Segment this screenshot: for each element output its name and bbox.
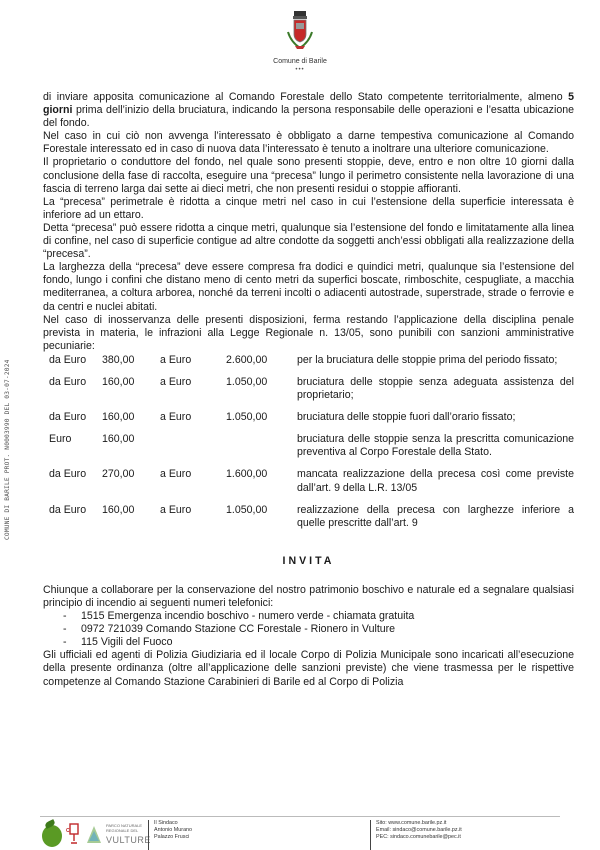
to-label: a Euro [160, 503, 192, 516]
footer-logos [40, 819, 150, 849]
fine-description: mancata realizzazione della precesa così come previste dall’art. 9 della L.R. 13/05 [297, 468, 574, 494]
from-amount: 160,00 [102, 411, 135, 424]
from-amount: 380,00 [102, 353, 135, 366]
bold-deadline: 5 giorni [43, 91, 574, 117]
fine-row [43, 504, 574, 539]
footer [40, 816, 560, 850]
footer-contact-web [370, 820, 462, 850]
paragraph: La “precesa” perimetrale è ridotta a cinque metri nel caso in cui l’estensione della superficie interessata è inferiore ad un ettaro. [43, 195, 574, 221]
from-label: da Euro [49, 353, 87, 366]
fine-row [43, 376, 574, 411]
svg-text:C: C [66, 828, 70, 834]
to-amount: 1.050,00 [226, 503, 268, 516]
website-link[interactable]: Sito: www.comune.barile.pz.it [376, 820, 447, 826]
paragraph: Nel caso in cui ciò non avvenga l’interessato è obbligato a darne tempestiva comunicazione al Comando Forestale interessato ed in caso di nuova data l’interessato è tenuto a inoltrare una ulteriore comunicazione. [43, 130, 574, 156]
from-label: da Euro [49, 503, 87, 516]
text: di inviare apposita comunicazione al Comando Forestale dello Stato competente territorialmente, almeno [43, 91, 569, 103]
from-amount: 160,00 [102, 503, 135, 516]
phone-number-list [43, 610, 574, 649]
paragraph-comunicazione [43, 91, 574, 130]
from-label: da Euro [49, 411, 87, 424]
fine-row [43, 411, 574, 433]
letterhead [0, 0, 600, 82]
citta-del-vino-logo [66, 822, 80, 848]
from-label: Euro [49, 433, 72, 446]
protocol-stamp: COMUNE DI BARILE PROT. N0003990 DEL 03-07-2024 [4, 359, 11, 540]
from-label: da Euro [49, 375, 87, 388]
to-label: a Euro [160, 468, 192, 481]
footer-line: Il Sindaco [154, 820, 178, 826]
park-vulture-label: VULTURE [106, 835, 151, 845]
footer-line: Antonio Murano [154, 827, 193, 834]
invita-heading: INVITA [282, 554, 335, 567]
park-butterfly-icon [85, 823, 103, 845]
from-label: da Euro [49, 468, 87, 481]
paragraph: Detta “precesa” può essere ridotta a cinque metri, qualunque sia l’estensione del fondo e limitatamente alla linea di confine, nel caso di superficie contigue ad altre condotte da soggetti anch’essi obbligati alla realizzazione della “precesa”. [43, 221, 574, 261]
paragraph: La larghezza della “precesa” deve essere compresa fra dodici e quindici metri, qualunque sia l’estensione del fondo, lungo i confini che distano meno di cento metri da superfici boscate, rimboschite, cespugliate, a macchia mediterranea, a coltura arborea, nonché da terreni incolti o adiacenti autostrade, superstrade, strade o ferrovie e da centri e nuclei abitati. [43, 261, 574, 313]
fine-row [43, 468, 574, 503]
to-amount: 1.600,00 [226, 468, 268, 481]
footer-contact-mayor [148, 820, 192, 850]
footer-line: Palazzo Frusci [154, 834, 190, 841]
list-item: - 0972 721039 Comando Stazione CC Forestale - Rionero in Vulture [63, 623, 574, 636]
park-label: PARCO NATURALE REGIONALE DEL [106, 823, 143, 833]
to-label: a Euro [160, 375, 192, 388]
fine-row [43, 433, 574, 468]
text: prima dell’inizio della bruciatura, indicando la persona responsabile delle operazioni e l’esatta ubicazione del fondo. [43, 104, 574, 130]
paragraph: Nel caso di inosservanza delle presenti disposizioni, ferma restando l’applicazione della disciplina penale prevista in materia, le infrazioni alla Legge Regionale n. 13/05, sono punibili con sanzioni amministrative pecuniarie: [43, 313, 574, 352]
email-link[interactable]: Email: sindaco@comune.barile.pz.it [376, 827, 462, 834]
fine-description: realizzazione della precesa con larghezze inferiore a quelle prescritte dall’art. 9 [297, 503, 574, 529]
header-stars: ••• [295, 67, 305, 73]
fine-description: bruciatura delle stoppie senza la prescritta comunicazione preventiva al Corpo Forestale della Stato. [297, 433, 574, 459]
paragraph-closing: Gli ufficiali ed agenti di Polizia Giudiziaria ed il locale Corpo di Polizia Municipale sono incaricati all’esecuzione della presente ordinanza (oltre all’applicazione delle sanzioni previste) che viene trasmessa per le rispettive competenze al Comando Stazione Carabinieri di Barile ed al Corpo di Polizia [43, 649, 574, 688]
fine-description: per la bruciatura delle stoppie prima del periodo fissato; [297, 353, 558, 366]
from-amount: 160,00 [102, 433, 135, 446]
fine-row [43, 354, 574, 376]
to-label: a Euro [160, 411, 192, 424]
from-amount: 160,00 [102, 375, 135, 388]
to-amount: 1.050,00 [226, 411, 268, 424]
paragraph: Il proprietario o conduttore del fondo, nel quale sono presenti stoppie, deve, entro e non oltre 10 giorni dalla conclusione della fase di raccolta, eseguire una “precesa” lungo il perimetro consistente nella lavorazione di una fascia di terreno larga dai sette ai dieci metri, che non presenti residui o stoppie affioranti. [43, 156, 574, 195]
fine-description: bruciatura delle stoppie senza adeguata assistenza del proprietario; [297, 375, 574, 402]
fines-table [43, 354, 574, 539]
invita-intro: Chiunque a collaborare per la conservazione del nostro patrimonio boschivo e naturale ed a segnalare qualsiasi principio di incendio ai seguenti numeri telefonici: [43, 583, 574, 609]
wine-glass-icon [66, 822, 80, 846]
to-label [160, 433, 226, 468]
olive-logo-icon [42, 825, 62, 847]
comune-name: Comune di Barile [273, 58, 327, 65]
coat-of-arms-icon [285, 10, 315, 52]
to-amount [226, 433, 297, 468]
to-amount: 2.600,00 [226, 353, 268, 366]
pec-link[interactable]: PEC: sindaco.comunebarile@pec.it [376, 834, 461, 841]
to-label: a Euro [160, 353, 192, 366]
from-amount: 270,00 [102, 468, 135, 481]
list-item: - 1515 Emergenza incendio boschivo - numero verde - chiamata gratuita [63, 610, 574, 623]
fine-description: bruciatura delle stoppie fuori dall’orario fissato; [297, 411, 516, 424]
document-body [43, 91, 574, 689]
to-amount: 1.050,00 [226, 375, 268, 388]
list-item: - 115 Vigili del Fuoco [63, 636, 574, 649]
